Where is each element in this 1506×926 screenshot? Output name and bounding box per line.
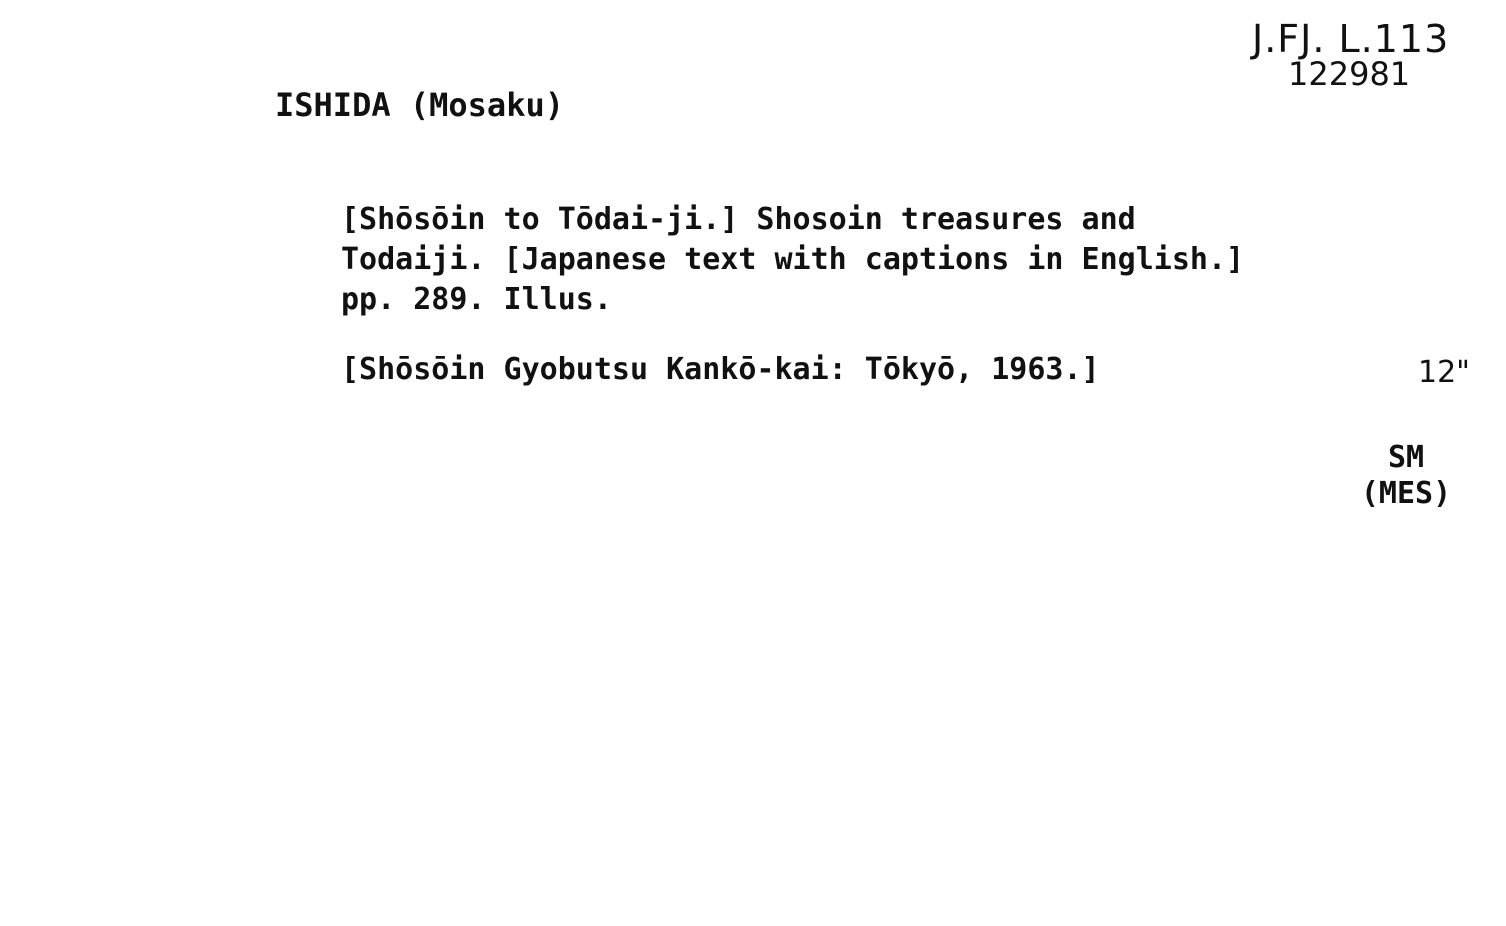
imprint: [Shōsōin Gyobutsu Kankō-kai: Tōkyō, 1963.] bbox=[341, 352, 1100, 387]
cataloger-initials bbox=[1346, 440, 1466, 512]
initials-text: SM bbox=[1387, 440, 1425, 475]
shelfmark: J.FJ. L.113 bbox=[1252, 17, 1450, 61]
title-line: pp. 289. Illus. bbox=[341, 282, 612, 317]
title-line: [Shōsōin to Tōdai-ji.] Shosoin treasures and bbox=[341, 202, 1136, 237]
accession-number: 122981 bbox=[1288, 55, 1411, 93]
size-note: 12" bbox=[1418, 355, 1470, 390]
title-line: Todaiji. [Japanese text with captions in English.] bbox=[341, 242, 1245, 277]
initials-code: (MES) bbox=[1360, 476, 1452, 511]
title-block bbox=[341, 200, 1244, 320]
author-heading: ISHIDA (Mosaku) bbox=[275, 86, 564, 124]
